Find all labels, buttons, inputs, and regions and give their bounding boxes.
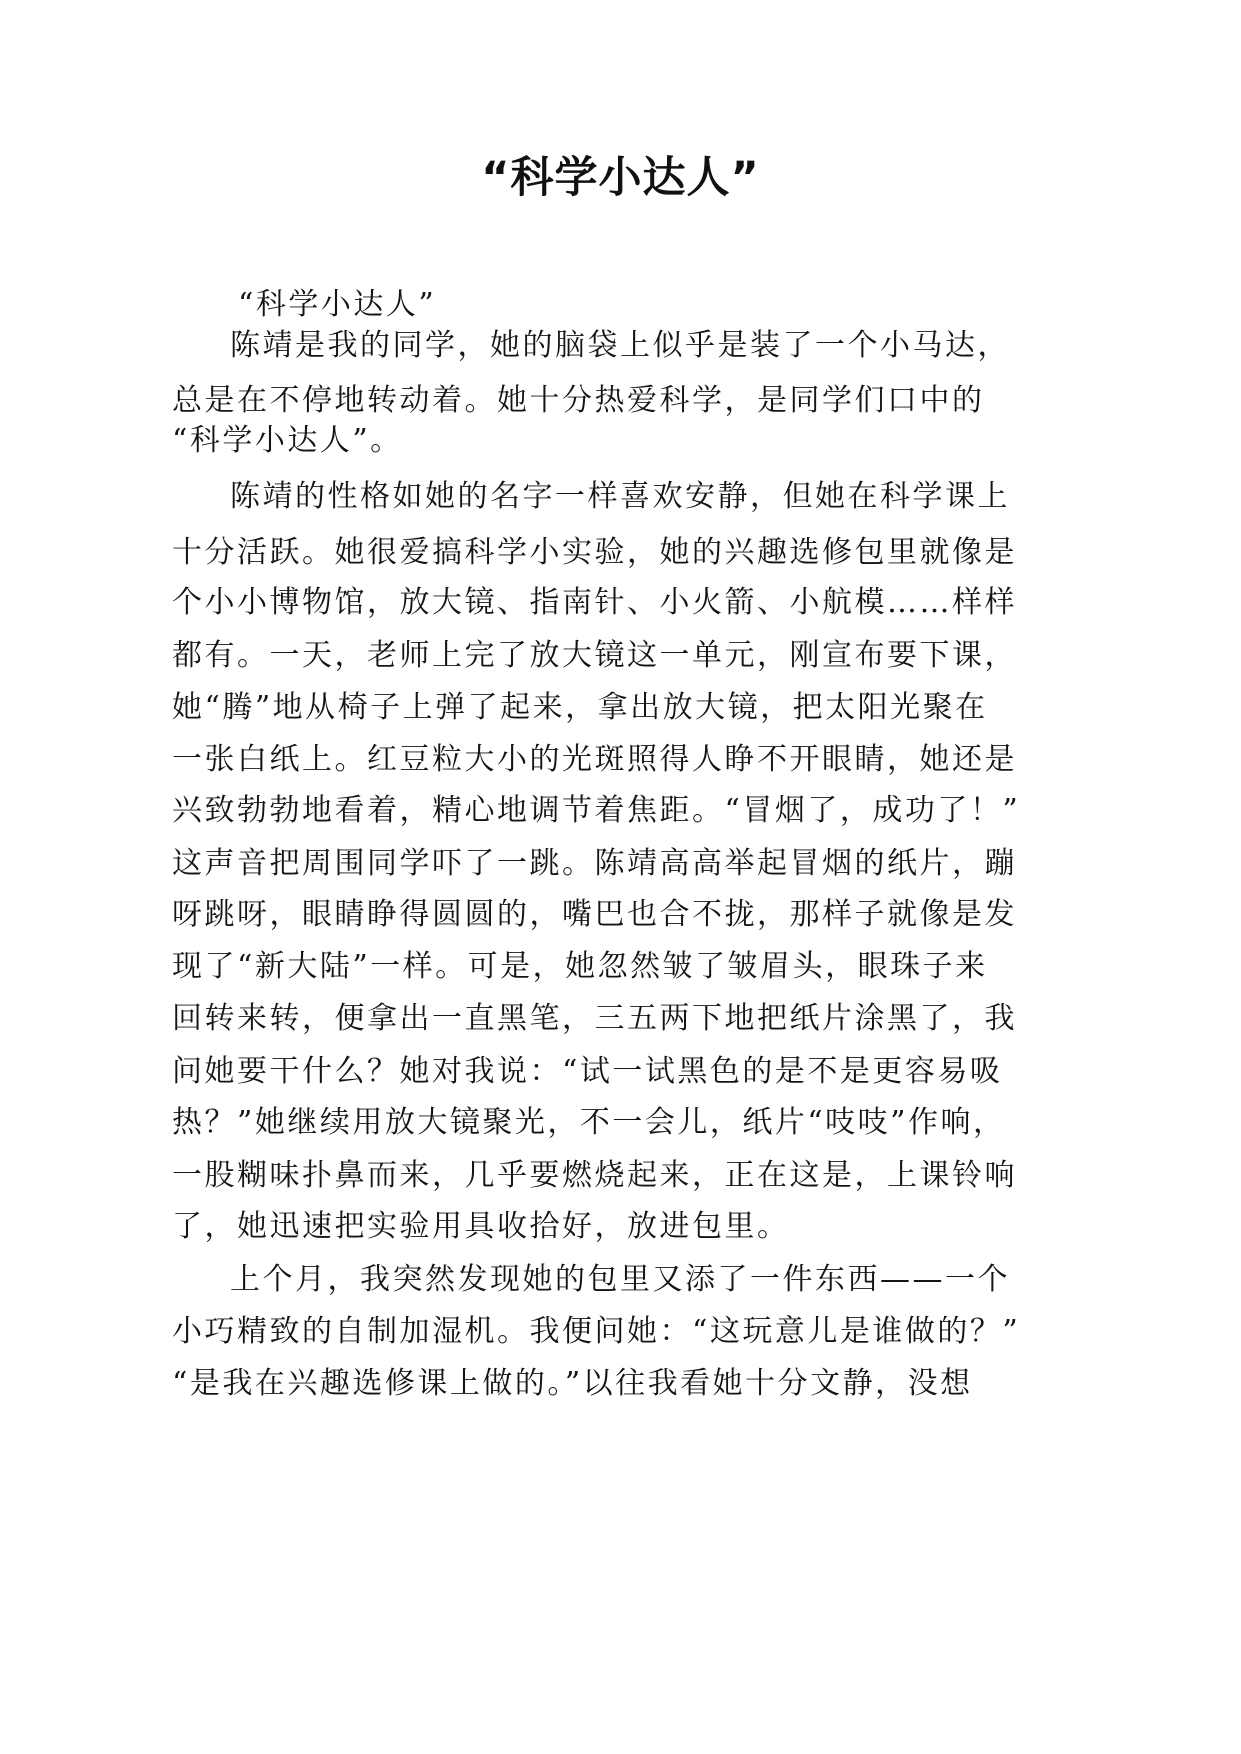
body-line: 一股糊味扑鼻而来，几乎要燃烧起来，正在这是，上课铃响 bbox=[172, 1158, 1017, 1193]
body-line: “是我在兴趣选修课上做的。”以往我看她十分文静，没想 bbox=[172, 1366, 973, 1401]
body-line: 十分活跃。她很爱搞科学小实验，她的兴趣选修包里就像是 bbox=[172, 535, 1017, 570]
body-line: 她“腾”地从椅子上弹了起来，拿出放大镜，把太阳光聚在 bbox=[172, 690, 988, 725]
body-line: 这声音把周围同学吓了一跳。陈靖高高举起冒烟的纸片，蹦 bbox=[172, 846, 1017, 881]
body-line: 兴致勃勃地看着，精心地调节着焦距。“冒烟了，成功了！” bbox=[172, 793, 1021, 828]
body-line: 热？”她继续用放大镜聚光，不一会儿，纸片“吱吱”作响， bbox=[172, 1105, 1006, 1140]
body-line: “科学小达人” bbox=[238, 287, 437, 322]
body-line: 总是在不停地转动着。她十分热爱科学，是同学们口中的 bbox=[172, 383, 985, 418]
body-line: 个小小博物馆，放大镜、指南针、小火箭、小航模……样样 bbox=[172, 585, 1017, 620]
body-line: 陈靖的性格如她的名字一样喜欢安静，但她在科学课上 bbox=[230, 479, 1010, 514]
body-line: 陈靖是我的同学，她的脑袋上似乎是装了一个小马达， bbox=[230, 328, 1010, 363]
body-line: 小巧精致的自制加湿机。我便问她：“这玩意儿是谁做的？” bbox=[172, 1314, 1021, 1349]
body-line: 上个月，我突然发现她的包里又添了一件东西——一个 bbox=[230, 1262, 1010, 1297]
body-line: 现了“新大陆”一样。可是，她忽然皱了皱眉头，眼珠子来 bbox=[172, 949, 988, 984]
body-line: “科学小达人”。 bbox=[172, 423, 403, 458]
document-title: “科学小达人” bbox=[481, 153, 760, 203]
body-line: 了，她迅速把实验用具收拾好，放进包里。 bbox=[172, 1209, 790, 1244]
body-line: 一张白纸上。红豆粒大小的光斑照得人睁不开眼睛，她还是 bbox=[172, 742, 1017, 777]
body-line: 都有。一天，老师上完了放大镜这一单元，刚宣布要下课， bbox=[172, 638, 1017, 673]
body-line: 问她要干什么？她对我说：“试一试黑色的是不是更容易吸 bbox=[172, 1054, 1003, 1089]
body-line: 回转来转，便拿出一直黑笔，三五两下地把纸片涂黑了，我 bbox=[172, 1001, 1017, 1036]
body-line: 呀跳呀，眼睛睁得圆圆的，嘴巴也合不拢，那样子就像是发 bbox=[172, 897, 1017, 932]
